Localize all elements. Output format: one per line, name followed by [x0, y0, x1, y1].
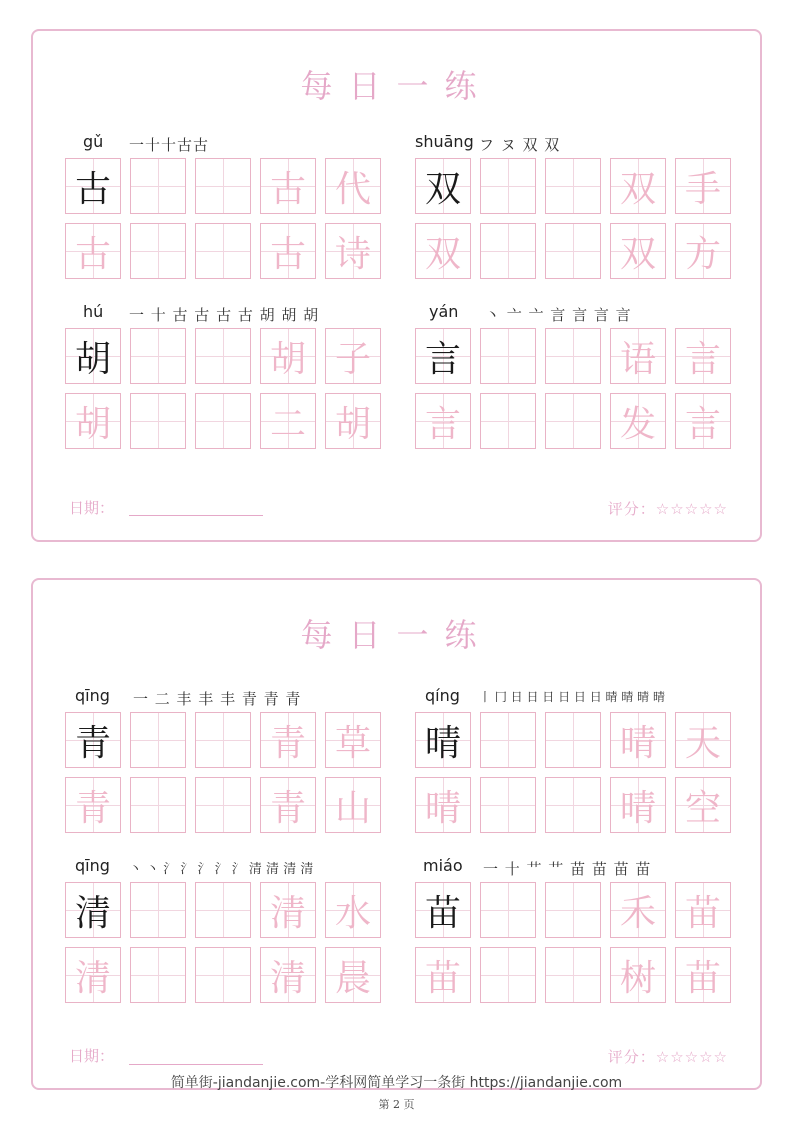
card-title: 每日一练: [300, 67, 493, 105]
empty-practice-cell[interactable]: [545, 158, 601, 214]
model-char-cell: 胡: [65, 328, 121, 384]
model-char-cell: 苗: [415, 882, 471, 938]
stroke-order: 丶 亠 亠 言 言 言 言: [485, 306, 632, 324]
trace-char-cell: 山: [325, 777, 381, 833]
pinyin-label: qīng: [75, 686, 110, 705]
trace-char-cell: 晨: [325, 947, 381, 1003]
trace-char-cell: 青: [260, 712, 316, 768]
trace-char-cell: 树: [610, 947, 666, 1003]
trace-char-cell: 古: [260, 223, 316, 279]
model-char-cell: 晴: [415, 712, 471, 768]
empty-practice-cell[interactable]: [480, 712, 536, 768]
trace-char-cell: 胡: [260, 328, 316, 384]
trace-char-cell: 子: [325, 328, 381, 384]
practice-card-1: [31, 29, 762, 542]
empty-practice-cell[interactable]: [130, 882, 186, 938]
empty-practice-cell[interactable]: [195, 712, 251, 768]
trace-char-cell: 苗: [675, 882, 731, 938]
trace-char-cell: 草: [325, 712, 381, 768]
char-group-gu: [65, 132, 390, 292]
trace-char-cell: 清: [65, 947, 121, 1003]
trace-char-cell: 清: [260, 882, 316, 938]
stroke-order: 丶 丶 氵 氵 氵 氵 氵 清 清 清 清: [129, 862, 314, 877]
stroke-order: 一十十古古: [129, 136, 210, 154]
trace-char-cell: 青: [260, 777, 316, 833]
stroke-order: フ ヌ 双 双: [479, 136, 561, 154]
date-input-line[interactable]: [129, 515, 263, 516]
trace-char-cell: 晴: [415, 777, 471, 833]
empty-practice-cell[interactable]: [195, 328, 251, 384]
empty-practice-cell[interactable]: [545, 947, 601, 1003]
empty-practice-cell[interactable]: [130, 393, 186, 449]
trace-char-cell: 晴: [610, 777, 666, 833]
char-group-qing-2: [415, 686, 740, 846]
pinyin-label: gǔ: [83, 132, 104, 151]
empty-practice-cell[interactable]: [545, 328, 601, 384]
card-title: 每日一练: [300, 616, 493, 654]
empty-practice-cell[interactable]: [130, 328, 186, 384]
trace-char-cell: 胡: [325, 393, 381, 449]
trace-char-cell: 禾: [610, 882, 666, 938]
date-input-line[interactable]: [129, 1064, 263, 1065]
trace-char-cell: 方: [675, 223, 731, 279]
empty-practice-cell[interactable]: [480, 777, 536, 833]
empty-practice-cell[interactable]: [195, 393, 251, 449]
trace-char-cell: 言: [675, 393, 731, 449]
trace-char-cell: 空: [675, 777, 731, 833]
stroke-order: 一 二 丰 丰 丰 青 青 青: [133, 690, 302, 708]
empty-practice-cell[interactable]: [545, 777, 601, 833]
char-group-shuang: [415, 132, 740, 292]
char-group-hu: [65, 302, 390, 462]
stroke-order: 丨 冂 日 日 日 日 日 日 晴 晴 晴 晴: [479, 690, 665, 704]
trace-char-cell: 手: [675, 158, 731, 214]
trace-char-cell: 苗: [415, 947, 471, 1003]
practice-card-2: [31, 578, 762, 1090]
trace-char-cell: 清: [260, 947, 316, 1003]
date-label: 日期：: [69, 1047, 115, 1065]
score-rating[interactable]: 评分：☆☆☆☆☆: [607, 500, 728, 518]
empty-practice-cell[interactable]: [195, 947, 251, 1003]
pinyin-label: qīng: [75, 856, 110, 875]
trace-char-cell: 胡: [65, 393, 121, 449]
empty-practice-cell[interactable]: [130, 777, 186, 833]
stroke-order: 一 十 古 古 古 古 胡 胡 胡: [129, 306, 320, 324]
trace-char-cell: 青: [65, 777, 121, 833]
trace-char-cell: 双: [415, 223, 471, 279]
score-rating[interactable]: 评分：☆☆☆☆☆: [607, 1048, 728, 1066]
date-label: 日期：: [69, 499, 115, 517]
empty-practice-cell[interactable]: [480, 158, 536, 214]
trace-char-cell: 古: [260, 158, 316, 214]
pinyin-label: qíng: [425, 686, 460, 705]
trace-char-cell: 苗: [675, 947, 731, 1003]
empty-practice-cell[interactable]: [195, 158, 251, 214]
empty-practice-cell[interactable]: [480, 393, 536, 449]
char-group-qing-3: [65, 856, 390, 1016]
trace-char-cell: 水: [325, 882, 381, 938]
pinyin-label: hú: [83, 302, 104, 321]
empty-practice-cell[interactable]: [130, 947, 186, 1003]
trace-char-cell: 诗: [325, 223, 381, 279]
model-char-cell: 言: [415, 328, 471, 384]
trace-char-cell: 语: [610, 328, 666, 384]
stroke-order: 一 十 艹 艹 苗 苗 苗 苗: [483, 860, 652, 878]
char-group-miao: [415, 856, 740, 1016]
empty-practice-cell[interactable]: [545, 223, 601, 279]
site-watermark: 简单街-jiandanjie.com-学科网简单学习一条街 https://jiandanjie.com: [170, 1075, 623, 1091]
empty-practice-cell[interactable]: [545, 712, 601, 768]
empty-practice-cell[interactable]: [195, 223, 251, 279]
trace-char-cell: 言: [415, 393, 471, 449]
empty-practice-cell[interactable]: [545, 882, 601, 938]
empty-practice-cell[interactable]: [480, 223, 536, 279]
trace-char-cell: 天: [675, 712, 731, 768]
trace-char-cell: 代: [325, 158, 381, 214]
model-char-cell: 青: [65, 712, 121, 768]
pinyin-label: miáo: [423, 856, 463, 875]
empty-practice-cell[interactable]: [130, 223, 186, 279]
trace-char-cell: 双: [610, 158, 666, 214]
empty-practice-cell[interactable]: [195, 777, 251, 833]
model-char-cell: 古: [65, 158, 121, 214]
empty-practice-cell[interactable]: [130, 712, 186, 768]
trace-char-cell: 晴: [610, 712, 666, 768]
trace-char-cell: 古: [65, 223, 121, 279]
empty-practice-cell[interactable]: [480, 947, 536, 1003]
empty-practice-cell[interactable]: [545, 393, 601, 449]
char-group-yan: [415, 302, 740, 462]
empty-practice-cell[interactable]: [480, 882, 536, 938]
trace-char-cell: 言: [675, 328, 731, 384]
model-char-cell: 双: [415, 158, 471, 214]
pinyin-label: shuāng: [415, 132, 474, 151]
pinyin-label: yán: [429, 302, 459, 321]
empty-practice-cell[interactable]: [480, 328, 536, 384]
page-number: 第 2 页: [378, 1098, 415, 1111]
char-group-qing-1: [65, 686, 390, 846]
trace-char-cell: 发: [610, 393, 666, 449]
empty-practice-cell[interactable]: [195, 882, 251, 938]
empty-practice-cell[interactable]: [130, 158, 186, 214]
trace-char-cell: 双: [610, 223, 666, 279]
trace-char-cell: 二: [260, 393, 316, 449]
model-char-cell: 清: [65, 882, 121, 938]
